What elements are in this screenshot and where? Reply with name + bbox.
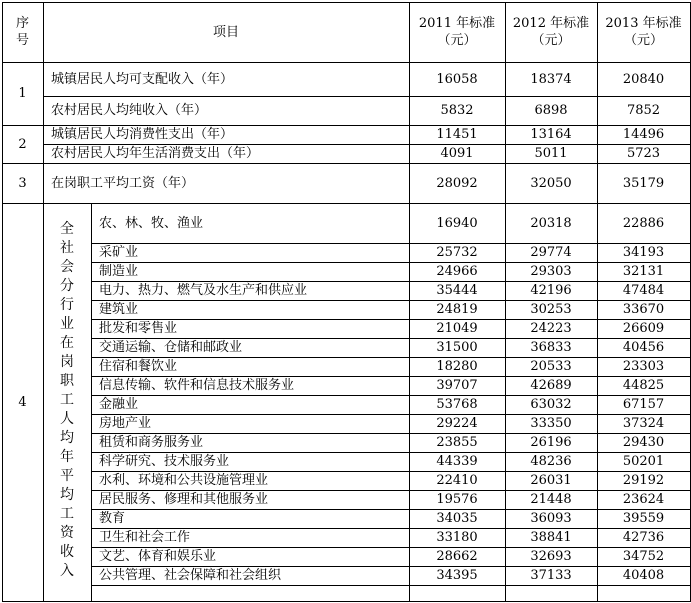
value-2011: 24966	[436, 264, 478, 279]
industry-label: 交通运输、仓储和邮政业	[99, 340, 243, 355]
header-2012: 2012 年标准 （元）	[512, 16, 590, 48]
value-2011: 29224	[436, 416, 478, 431]
value-2011: 34035	[436, 511, 478, 526]
value-2011: 34395	[436, 568, 478, 583]
value-2013: 23624	[622, 492, 665, 507]
value-2012: 30253	[530, 302, 572, 317]
value-2012: 63032	[530, 397, 572, 412]
value-2012: 29774	[530, 245, 572, 260]
industry-label: 制造业	[99, 264, 139, 279]
value-2013: 42736	[622, 530, 665, 545]
value-2011: 21049	[436, 321, 478, 336]
industry-label: 金融业	[99, 397, 139, 412]
value-2011: 31500	[436, 340, 478, 355]
value-2011: 25732	[436, 245, 478, 260]
value-2012: 32050	[530, 175, 572, 191]
header-item: 项目	[212, 24, 239, 40]
industry-label: 卫生和社会工作	[99, 530, 191, 545]
value-2011: 24819	[436, 302, 478, 317]
value-2011: 39707	[436, 378, 478, 393]
value-2013: 67157	[622, 397, 665, 412]
value-2012: 18374	[530, 71, 572, 87]
value-2013	[597, 585, 690, 601]
value-2013: 50201	[622, 454, 665, 469]
value-2012: 42196	[530, 283, 572, 298]
header-2011: 2011 年标准 （元）	[418, 16, 496, 48]
value-2012: 24223	[530, 321, 572, 336]
industry-label: 租赁和商务服务业	[99, 435, 204, 450]
value-2013: 20840	[622, 71, 665, 87]
value-2012: 5011	[534, 146, 568, 161]
item-label: 城镇居民人均可支配收入（年）	[51, 71, 234, 87]
value-2013: 32131	[622, 264, 665, 279]
value-2012: 42689	[530, 378, 572, 393]
value-2012: 32693	[530, 549, 572, 564]
value-2013: 34193	[622, 245, 665, 260]
value-2011: 33180	[436, 530, 478, 545]
value-2013: 5723	[626, 146, 661, 161]
industry-label: 电力、热力、燃气及水生产和供应业	[99, 283, 308, 298]
item-label: 在岗职工平均工资（年）	[51, 175, 195, 191]
value-2011: 16058	[436, 71, 478, 87]
value-2011: 19576	[436, 492, 478, 507]
value-2012: 26196	[530, 435, 572, 450]
industry-label: 信息传输、软件和信息技术服务业	[99, 378, 295, 393]
value-2011: 23855	[436, 435, 478, 450]
value-2012: 36833	[530, 340, 572, 355]
row-rule	[2, 601, 691, 602]
value-2011: 44339	[436, 454, 478, 469]
value-2013: 26609	[622, 321, 665, 336]
group-seq: 1	[18, 86, 27, 101]
value-2012: 26031	[530, 473, 572, 488]
value-2011: 5832	[440, 103, 474, 118]
industry-label: 公共管理、社会保障和社会组织	[99, 568, 282, 583]
industry-label: 批发和零售业	[99, 321, 178, 336]
value-2012: 48236	[530, 454, 572, 469]
industry-label: 水利、环境和公共设施管理业	[99, 473, 269, 488]
group-seq: 2	[18, 136, 27, 152]
value-2013: 14496	[622, 127, 665, 142]
value-2013: 47484	[622, 283, 665, 298]
header-2013: 2013 年标准 （元）	[605, 16, 682, 48]
item-label: 城镇居民人均消费性支出（年）	[51, 127, 234, 142]
value-2011: 11451	[436, 127, 478, 142]
value-2012: 36093	[530, 511, 572, 526]
industry-label: 住宿和餐饮业	[99, 359, 178, 374]
value-2012: 37133	[530, 568, 572, 583]
value-2012: 29303	[530, 264, 572, 279]
value-2013: 39559	[622, 511, 665, 526]
value-2011: 4091	[440, 146, 474, 161]
industry-label: 科学研究、技术服务业	[99, 454, 230, 469]
value-2013: 40456	[622, 340, 665, 355]
value-2012: 6898	[534, 103, 568, 118]
value-2012: 20533	[530, 359, 572, 374]
industry-label: 农、林、牧、渔业	[99, 215, 204, 231]
value-2011	[409, 585, 505, 601]
value-2011: 22410	[436, 473, 478, 488]
value-2012	[505, 585, 597, 601]
item-label: 农村居民人均纯收入（年）	[51, 103, 208, 118]
item-label: 农村居民人均年生活消费支出（年）	[51, 146, 260, 161]
value-2013: 29430	[622, 435, 665, 450]
value-2011: 18280	[436, 359, 478, 374]
header-seq: 序 号	[15, 16, 29, 48]
value-2012: 38841	[530, 530, 572, 545]
value-2013: 22886	[622, 215, 665, 231]
value-2011: 35444	[436, 283, 478, 298]
industry-label: 教育	[99, 511, 126, 526]
industry-label	[91, 585, 409, 601]
industry-label: 文艺、体育和娱乐业	[99, 549, 217, 564]
value-2013: 35179	[622, 175, 665, 191]
value-2013: 23303	[622, 359, 665, 374]
industry-label: 居民服务、修理和其他服务业	[99, 492, 269, 507]
value-2013: 29192	[622, 473, 665, 488]
value-2013: 34752	[622, 549, 665, 564]
value-2011: 28092	[436, 175, 478, 191]
industry-label: 采矿业	[99, 245, 139, 260]
industry-label: 房地产业	[99, 416, 152, 431]
value-2013: 37324	[622, 416, 665, 431]
group-seq: 3	[18, 175, 27, 191]
value-2012: 13164	[530, 127, 572, 142]
value-2011: 28662	[436, 549, 478, 564]
value-2011: 16940	[436, 215, 478, 231]
value-2013: 33670	[622, 302, 665, 317]
value-2011: 53768	[436, 397, 478, 412]
value-2012: 21448	[530, 492, 572, 507]
value-2013: 44825	[622, 378, 665, 393]
value-2012: 20318	[530, 215, 572, 231]
value-2013: 7852	[626, 103, 661, 118]
value-2012: 33350	[530, 416, 572, 431]
industry-label: 建筑业	[99, 302, 139, 317]
value-2013: 40408	[622, 568, 665, 583]
group-seq: 4	[18, 394, 27, 410]
category-vertical-label: 全 社 会 分 行 业 在 岗 职 工 人 均 年 平 均 工 资 收 入	[60, 221, 74, 579]
